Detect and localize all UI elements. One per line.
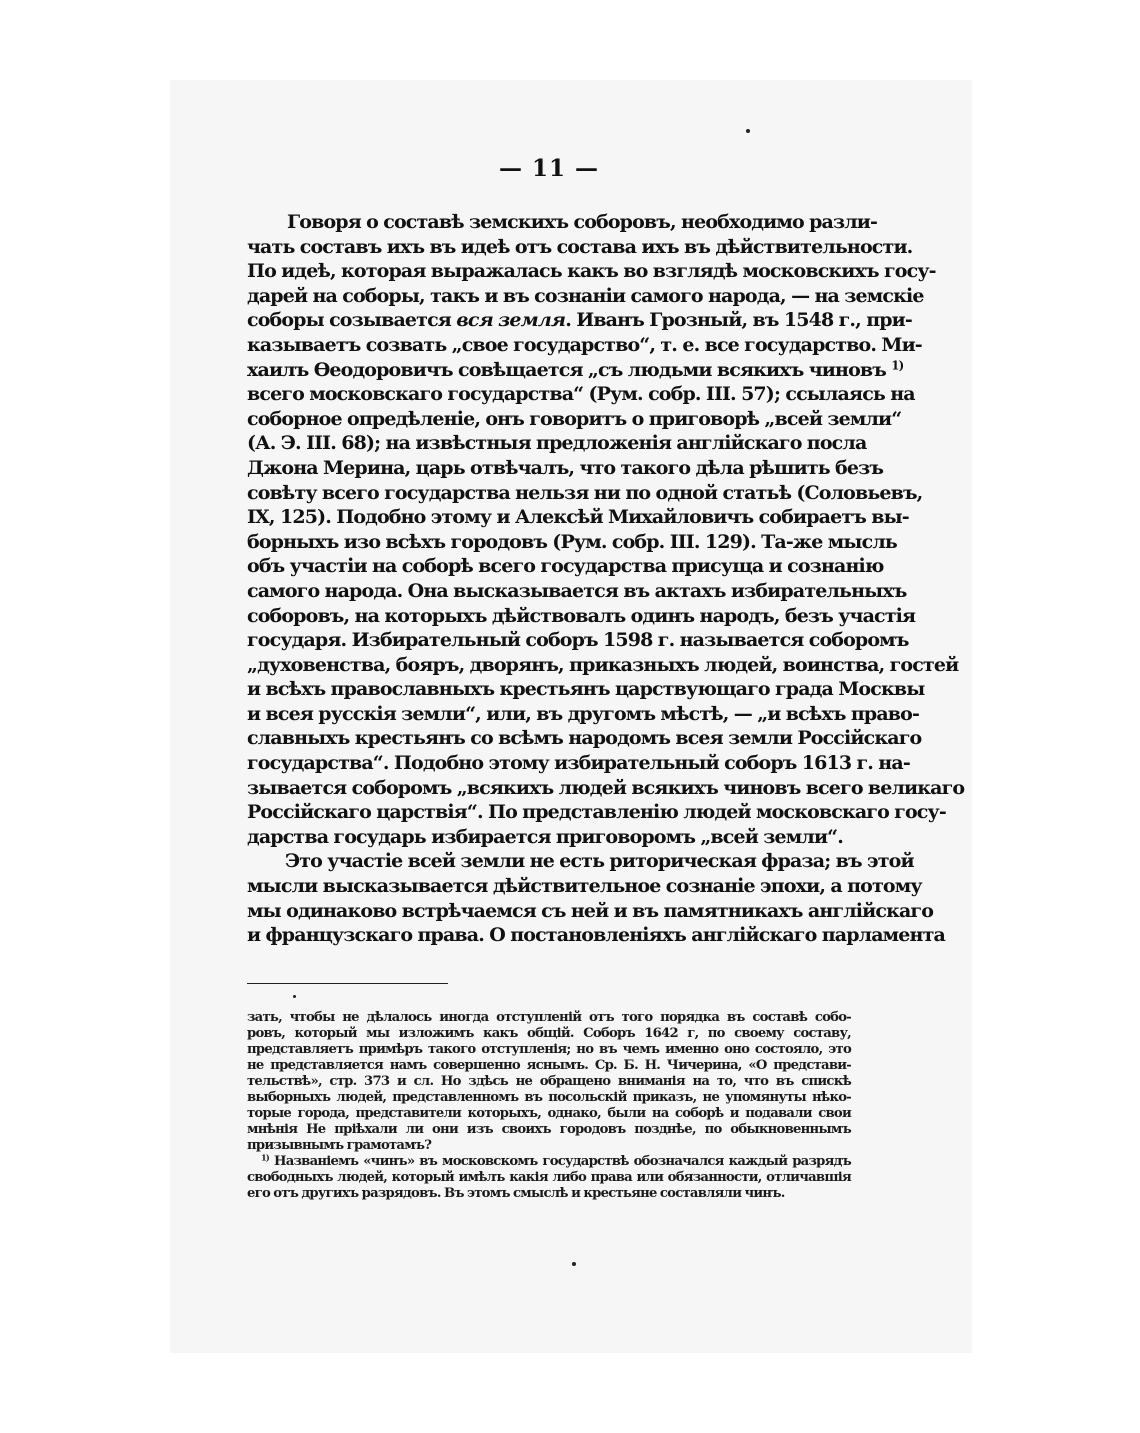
footnote-line: тельствѣ», стр. 373 и сл. Но здѣсь не обращено вниманія на то, что въ спискѣ (247, 1074, 851, 1089)
footnotes (247, 1010, 851, 1202)
text-line: и всея русскія земли“, или, въ другомъ мѣстѣ, — „и всѣхъ право- (247, 702, 919, 725)
text-line: государя. Избирательный соборъ 1598 г. называется соборомъ (247, 629, 909, 652)
footnote-line (247, 1154, 851, 1170)
page-number: — 11 — (498, 155, 600, 182)
footnote-line: представляетъ примѣръ такого отступленія; но въ чемъ именно оно состояло, это (247, 1042, 851, 1057)
text-line: Россійскаго царствія“. По представленію людей московскаго госу- (247, 801, 946, 824)
text-line: славныхъ крестьянъ со всѣмъ народомъ всея земли Россійскаго (247, 727, 922, 750)
scan-speck (293, 995, 296, 998)
text-run: . Иванъ Грозный, въ 1548 г., при- (565, 309, 912, 332)
text-line: Джона Мерина, царь отвѣчалъ, что такого дѣла рѣшить безъ (247, 456, 884, 479)
text-line: мы одинаково встрѣчаемся съ ней и въ памятникахъ англійскаго (247, 899, 934, 922)
text-line: совѣту всего государства нельзя ни по одной статьѣ (Соловьевъ, (247, 481, 923, 504)
text-line: борныхъ изо всѣхъ городовъ (Рум. собр. III. 129). Та-же мысль (247, 530, 897, 553)
footnote-line: его отъ другихъ разрядовъ. Въ этомъ смыслѣ и крестьяне составляли чинъ. (247, 1186, 785, 1201)
footnote-line: ровъ, который мы изложимъ какъ общій. Соборъ 1642 г, по своему составу, (247, 1026, 851, 1041)
text-line: соборное опредѣленіе, онъ говоритъ о приговорѣ „всей земли“ (247, 407, 902, 430)
text-line: и французскаго права. О постановленіяхъ англійскаго парламента (247, 924, 945, 947)
footnote-number: 1) (261, 1152, 270, 1163)
footnote-line: выборныхъ людей, представленномъ въ посольскій приказъ, не упомянуты нѣко- (247, 1090, 851, 1105)
text-run: соборы созывается (247, 309, 457, 332)
text-line: зывается соборомъ „всякихъ людей всякихъ чиновъ всего великаго (247, 776, 965, 799)
footnote-line: свободныхъ людей, который имѣлъ какія либо права или обязанности, отличавшія (247, 1170, 851, 1185)
text-line: IX, 125). Подобно этому и Алексѣй Михайловичъ собираетъ вы- (247, 506, 909, 529)
footnote-line: торые города, представители которыхъ, однако, были на соборѣ и подавали свои (247, 1106, 851, 1121)
text-line: государства“. Подобно этому избирательный соборъ 1613 г. на- (247, 752, 910, 775)
text-line: мысли высказывается дѣйствительное сознаніе эпохи, а потому (247, 875, 922, 898)
text-line (247, 358, 904, 383)
text-line: дарей на соборы, такъ и въ сознаніи самого народа, — на земскіе (247, 284, 924, 307)
text-line: соборовъ, на которыхъ дѣйствовалъ одинъ народъ, безъ участія (247, 604, 916, 627)
text-line: Это участіе всей земли не есть риторическая фраза; въ этой (285, 850, 914, 873)
text-line: По идеѣ, которая выражалась какъ во взглядѣ московскихъ госу- (247, 260, 936, 283)
footnote-line: зать, чтобы не дѣлалось иногда отступленій отъ того порядка въ составѣ собо- (247, 1010, 851, 1025)
text-line: дарства государь избирается приговоромъ „всей земли“. (247, 825, 844, 848)
footnote-line: призывнымъ грамотамъ? (247, 1138, 432, 1153)
scan-speck (572, 1262, 576, 1266)
footnote-line: мнѣнія Не пріѣхали ли они изъ своихъ городовъ позднѣе, по обыкновеннымъ (247, 1122, 851, 1137)
text-line: (А. Э. III. 68); на извѣстныя предложенія англійскаго посла (247, 432, 867, 455)
text-line: самого народа. Она высказывается въ актахъ избирательныхъ (247, 579, 907, 602)
text-line: казываетъ созвать „свое государство“, т. е. все государство. Ми- (247, 333, 922, 356)
text-line: и всѣхъ православныхъ крестьянъ царствующаго града Москвы (247, 678, 925, 701)
scan-speck (746, 129, 750, 133)
footnote-marker: 1) (891, 358, 904, 373)
text-line: объ участіи на соборѣ всего государства присуща и сознанію (247, 555, 884, 578)
text-run: хаилъ Ѳеодоровичъ совѣщается „съ людьми всякихъ чиновъ (247, 358, 892, 381)
text-line: чать составъ ихъ въ идеѣ отъ состава ихъ въ дѣйствительности. (247, 235, 913, 258)
footnote-line: не представляется намъ совершенно яснымъ. Ср. Б. Н. Чичерина, «О представи- (247, 1058, 851, 1073)
footnote-separator (247, 983, 448, 984)
main-text (247, 210, 965, 948)
emphasized-phrase: вся земля (456, 309, 566, 332)
text-line: Говоря о составѣ земскихъ соборовъ, необходимо разли- (287, 211, 878, 233)
text-line: „духовенства, бояръ, дворянъ, приказныхъ людей, воинства, гостей (247, 653, 959, 676)
text-line (247, 308, 912, 333)
text-line: всего московскаго государства“ (Рум. собр. III. 57); ссылаясь на (247, 383, 915, 406)
text-run: Названіемъ «чинъ» въ московскомъ государствѣ обозначался каждый разрядъ (269, 1154, 851, 1169)
